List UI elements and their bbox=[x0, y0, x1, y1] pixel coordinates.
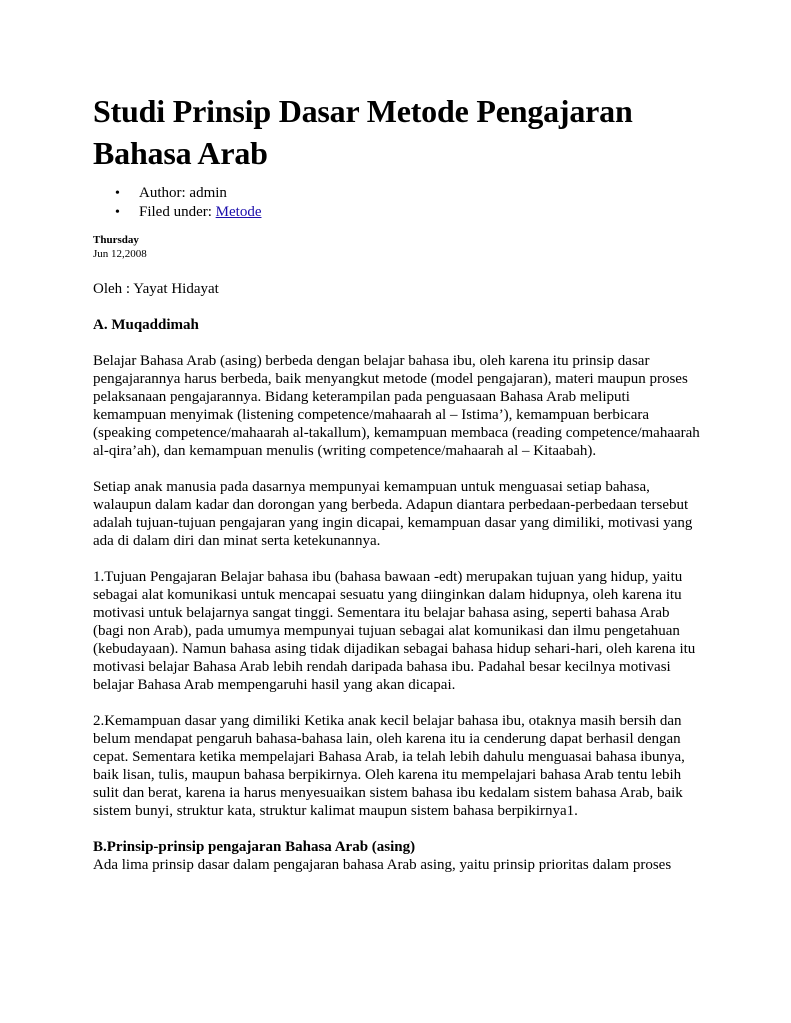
paragraph: 2.Kemampuan dasar yang dimiliki Ketika anak kecil belajar bahasa ibu, otaknya masih bersih dan belum mendapat pengaruh bahasa-bahasa lain, oleh karena itu ia cenderung dapat berhasil dengan cepat. Sementara ketika mempelajari Bahasa Arab, ia telah lebih dahulu menguasai bahasa ibunya, baik lisan, tulis, maupun bahasa berpikirnya. Oleh karena itu mempelajari bahasa Arab tentu lebih sulit dan berat, karena ia harus menyesuaikan sistem bahasa ibu kedalam sistem bahasa Arab, baik sistem bunyi, struktur kata, struktur kalimat maupun sistem bahasa berpikirnya1. bbox=[93, 713, 685, 819]
filed-under-label: Filed under: bbox=[139, 204, 216, 220]
paragraph: Ada lima prinsip dasar dalam pengajaran bahasa Arab asing, yaitu prinsip prioritas dalam proses bbox=[93, 857, 672, 873]
paragraph: Setiap anak manusia pada dasarnya mempunyai kemampuan untuk menguasai setiap bahasa, walaupun dalam kadar dan dorongan yang berbeda. Adapun diantara perbedaan-perbedaan tersebut adalah tujuan-tujuan pengajaran yang ingin dicapai, kemampuan dasar yang dimiliki, motivasi yang ada di dalam diri dan minat serta ketekunannya. bbox=[93, 479, 693, 549]
byline: Oleh : Yayat Hidayat bbox=[93, 281, 219, 297]
category-link[interactable]: Metode bbox=[215, 204, 262, 220]
post-day: Thursday bbox=[93, 234, 139, 246]
author-meta bbox=[93, 184, 703, 203]
section-heading-muqaddimah: A. Muqaddimah bbox=[93, 317, 199, 333]
paragraph: 1.Tujuan Pengajaran Belajar bahasa ibu (bahasa bawaan -edt) merupakan tujuan yang hidup, yaitu sebagai alat komunikasi untuk mencapai sesuatu yang diinginkan dalam hidupnya, oleh karena itu motivasi untuk belajarnya sangat tinggi. Sementara itu belajar bahasa asing, seperti bahasa Arab (bagi non Arab), pada umumya mempunyai tujuan sebagai alat komunikasi dan ilmu pengetahuan (kebudayaan). Namun bahasa asing tidak dijadikan sebagai bahasa hidup sehari-hari, oleh karena itu motivasi belajar Bahasa Arab lebih rendah daripada bahasa ibu. Padahal besar kecilnya motivasi belajar Bahasa Arab mempengaruhi hasil yang akan dicapai. bbox=[93, 569, 696, 693]
author-label: Author: admin bbox=[139, 185, 227, 201]
post-date: Jun 12,2008 bbox=[93, 248, 147, 260]
paragraph: Belajar Bahasa Arab (asing) berbeda dengan belajar bahasa ibu, oleh karena itu prinsip dasar pengajarannya harus berbeda, baik menyangkut metode (model pengajaran), materi maupun proses pelaksanaan pengajarannya. Bidang keterampilan pada penguasaan Bahasa Arab meliputi kemampuan menyimak (listening competence/mahaarah al – Istima’), kemampuan berbicara (speaking competence/mahaarah al-takallum), kemampuan membaca (reading competence/mahaarah al-qira’ah), dan kemampuan menulis (writing competence/mahaarah al – Kitaabah). bbox=[93, 353, 700, 459]
category-meta bbox=[93, 203, 703, 222]
section-heading-prinsip: B.Prinsip-prinsip pengajaran Bahasa Arab (asing) bbox=[93, 839, 416, 855]
article-title: Studi Prinsip Dasar Metode Pengajaran Bahasa Arab bbox=[93, 93, 633, 171]
post-meta-list bbox=[93, 184, 703, 222]
article bbox=[93, 90, 703, 874]
